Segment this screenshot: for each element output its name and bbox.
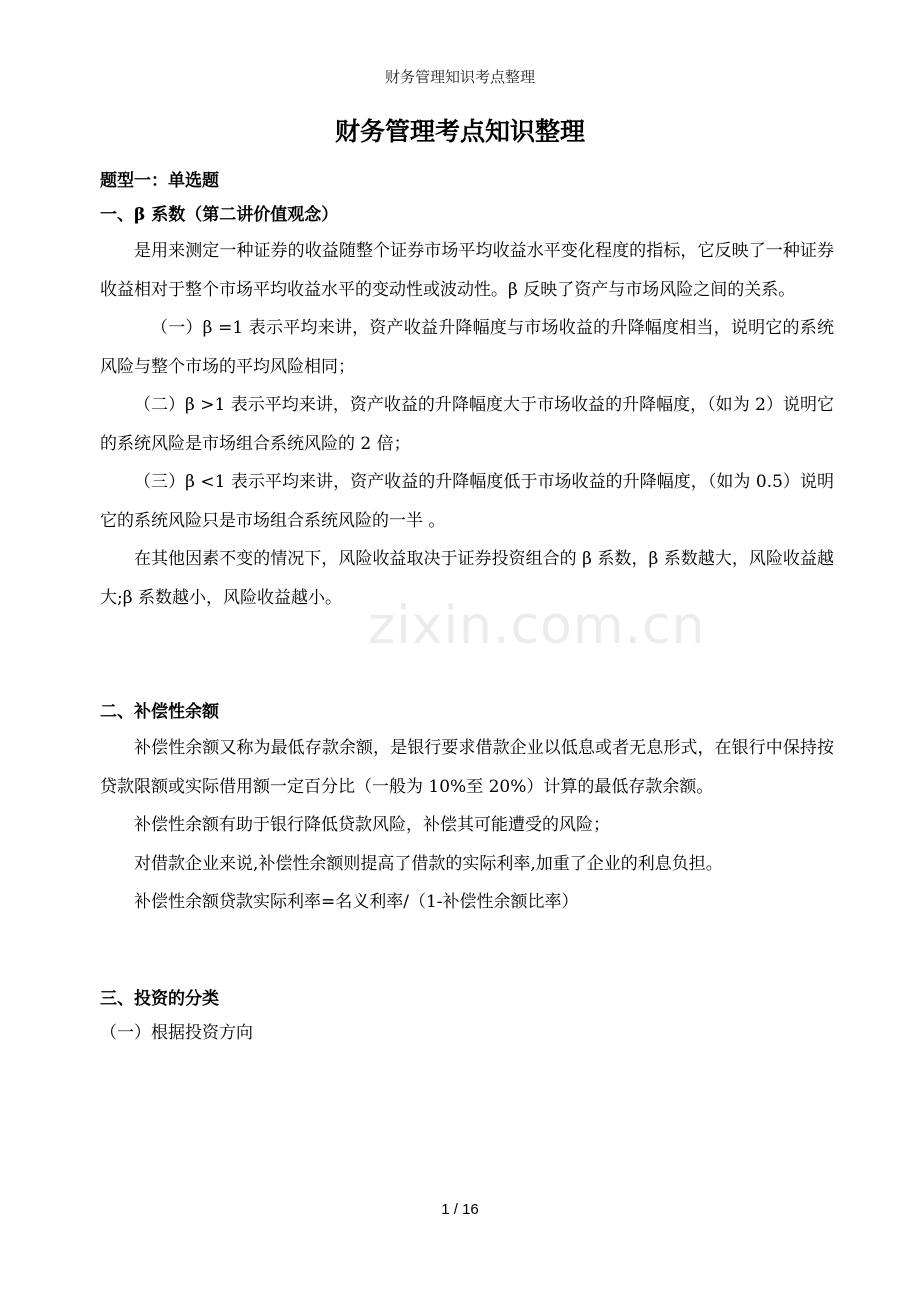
paragraph: 对借款企业来说,补偿性余额则提高了借款的实际利率,加重了企业的利息负担。 xyxy=(134,853,723,874)
sub-heading: （一）根据投资方向 xyxy=(100,1022,253,1043)
paragraph: （一）β =1 表示平均来讲，资产收益升降幅度与市场收益的升降幅度相当，说明它的系统风险与整个市场的平均风险相同； xyxy=(100,318,834,377)
paragraph: （二）β >1 表示平均来讲，资产收益的升降幅度大于市场收益的升降幅度，（如为 2）说明它的系统风险是市场组合系统风险的 2 倍； xyxy=(100,395,834,454)
document-title: 财务管理考点知识整理 xyxy=(334,117,585,146)
paragraph: 补偿性余额贷款实际利率=名义利率/（1-补偿性余额比率） xyxy=(134,892,579,912)
paragraph: （三）β <1 表示平均来讲，资产收益的升降幅度低于市场收益的升降幅度，（如为 0.5）说明它的系统风险只是市场组合系统风险的一半 。 xyxy=(100,472,834,531)
page-number: 1 / 16 xyxy=(441,1201,479,1218)
page-header: 财务管理知识考点整理 xyxy=(384,68,535,86)
section-heading-balance: 二、补偿性余额 xyxy=(100,702,219,722)
section-heading-beta: 一、β 系数（第二讲价值观念） xyxy=(100,205,339,225)
section-heading-invest: 三、投资的分类 xyxy=(100,988,219,1009)
paragraph: 补偿性余额又称为最低存款余额，是银行要求借款企业以低息或者无息形式，在银行中保持按贷款限额或实际借用额一定百分比（一般为 10%至 20%）计算的最低存款余额。 xyxy=(100,738,834,797)
paragraph: 是用来测定一种证券的收益随整个证券市场平均收益水平变化程度的指标，它反映了一种证券收益相对于整个市场平均收益水平的变动性或波动性。β 反映了资产与市场风险之间的关系。 xyxy=(100,241,834,300)
question-type-heading: 题型一：单选题 xyxy=(100,171,219,191)
paragraph: 在其他因素不变的情况下，风险收益取决于证券投资组合的 β 系数，β 系数越大，风险收益越大;β 系数越小，风险收益越小。 xyxy=(100,549,834,608)
paragraph: 补偿性余额有助于银行降低贷款风险，补偿其可能遭受的风险； xyxy=(134,815,610,835)
watermark: zixin.com.cn xyxy=(368,596,706,656)
